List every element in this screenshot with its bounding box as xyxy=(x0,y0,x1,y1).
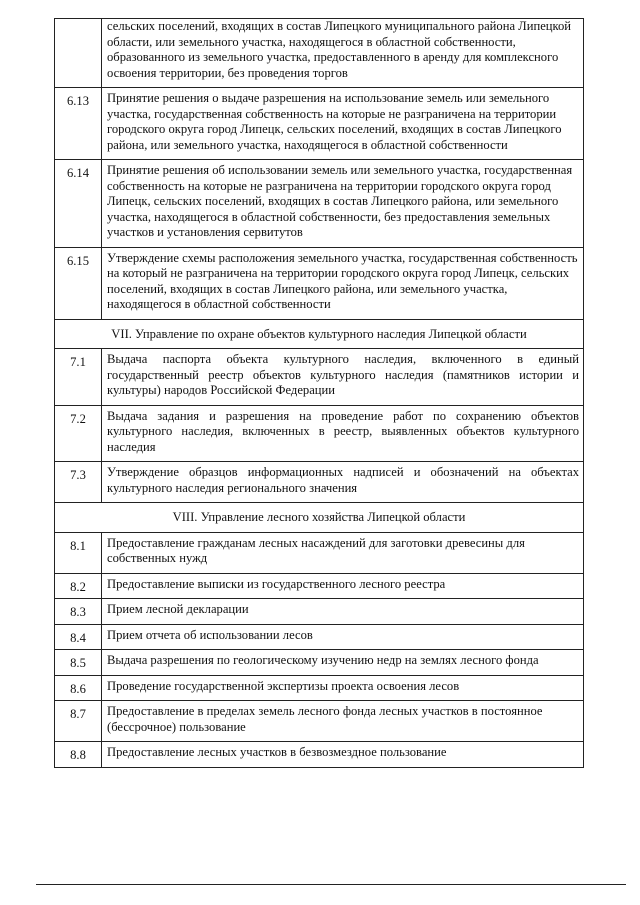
item-number: 6.14 xyxy=(55,160,102,248)
item-description: Выдача задания и разрешения на проведение работ по сохранению объектов культурного наследия, включенных в реестр, выявленных объектов культурного наследия xyxy=(102,405,584,462)
table-row xyxy=(55,405,584,462)
item-description: Выдача разрешения по геологическому изучению недр на землях лесного фонда xyxy=(102,650,584,676)
item-description: Предоставление гражданам лесных насаждений для заготовки древесины для собственных нужд xyxy=(102,532,584,573)
item-number: 8.2 xyxy=(55,573,102,599)
item-number: 7.1 xyxy=(55,349,102,406)
item-number: 8.8 xyxy=(55,742,102,768)
table-row xyxy=(55,650,584,676)
item-number: 7.2 xyxy=(55,405,102,462)
item-number: 8.1 xyxy=(55,532,102,573)
services-table xyxy=(54,18,584,768)
table-row xyxy=(55,624,584,650)
services-table-body xyxy=(55,19,584,768)
item-number: 6.13 xyxy=(55,88,102,160)
table-row xyxy=(55,701,584,742)
table-row xyxy=(55,462,584,503)
section-title: VIII. Управление лесного хозяйства Липецкой области xyxy=(55,503,584,533)
item-number: 8.7 xyxy=(55,701,102,742)
table-row xyxy=(55,247,584,319)
table-row xyxy=(55,675,584,701)
item-description: Выдача паспорта объекта культурного наследия, включенного в единый государственный реестр объектов культурного наследия (памятников истории и культуры) народов Российской Федерации xyxy=(102,349,584,406)
item-number: 8.4 xyxy=(55,624,102,650)
item-description: Утверждение образцов информационных надписей и обозначений на объектах культурного наследия регионального значения xyxy=(102,462,584,503)
item-description: Утверждение схемы расположения земельного участка, государственная собственность на который не разграничена на территории городского округа город Липецк, сельских поселений, входящих в состав Липецкого района, или земельного участка, находящегося в областной собственности xyxy=(102,247,584,319)
item-description: Прием лесной декларации xyxy=(102,599,584,625)
item-description: Принятие решения об использовании земель или земельного участка, государственная собственность на которые не разграничена на территории городского округа город Липецк, сельских поселений, входящих в состав Липецкого района, или земельного участка, находящегося в областной собственности, без предоставления земельных участков и установления сервитутов xyxy=(102,160,584,248)
item-description: Предоставление выписки из государственного лесного реестра xyxy=(102,573,584,599)
item-number: 6.15 xyxy=(55,247,102,319)
item-description: Предоставление лесных участков в безвозмездное пользование xyxy=(102,742,584,768)
section-header-row xyxy=(55,503,584,533)
table-row xyxy=(55,532,584,573)
table-row xyxy=(55,573,584,599)
item-description: сельских поселений, входящих в состав Липецкого муниципального района Липецкой области, или земельного участка, находящегося в областной собственности, образованного из земельного участка, предоставленного в аренду для комплексного освоения территории, без проведения торгов xyxy=(102,19,584,88)
section-header-row xyxy=(55,319,584,349)
table-row xyxy=(55,160,584,248)
table-row xyxy=(55,599,584,625)
item-number: 8.6 xyxy=(55,675,102,701)
item-number: 8.5 xyxy=(55,650,102,676)
item-number xyxy=(55,19,102,88)
table-row xyxy=(55,742,584,768)
item-number: 8.3 xyxy=(55,599,102,625)
item-description: Проведение государственной экспертизы проекта освоения лесов xyxy=(102,675,584,701)
page-bottom-rule xyxy=(36,884,626,885)
section-title: VII. Управление по охране объектов культурного наследия Липецкой области xyxy=(55,319,584,349)
item-number: 7.3 xyxy=(55,462,102,503)
item-description: Прием отчета об использовании лесов xyxy=(102,624,584,650)
item-description: Принятие решения о выдаче разрешения на использование земель или земельного участка, государственная собственность на которые не разграничена на территории городского округа город Липецк, сельских поселений, входящих в состав Липецкого района, или земельного участка, находящегося в областной собственности xyxy=(102,88,584,160)
table-row xyxy=(55,349,584,406)
table-row xyxy=(55,19,584,88)
item-description: Предоставление в пределах земель лесного фонда лесных участков в постоянное (бессрочное) пользование xyxy=(102,701,584,742)
table-row xyxy=(55,88,584,160)
